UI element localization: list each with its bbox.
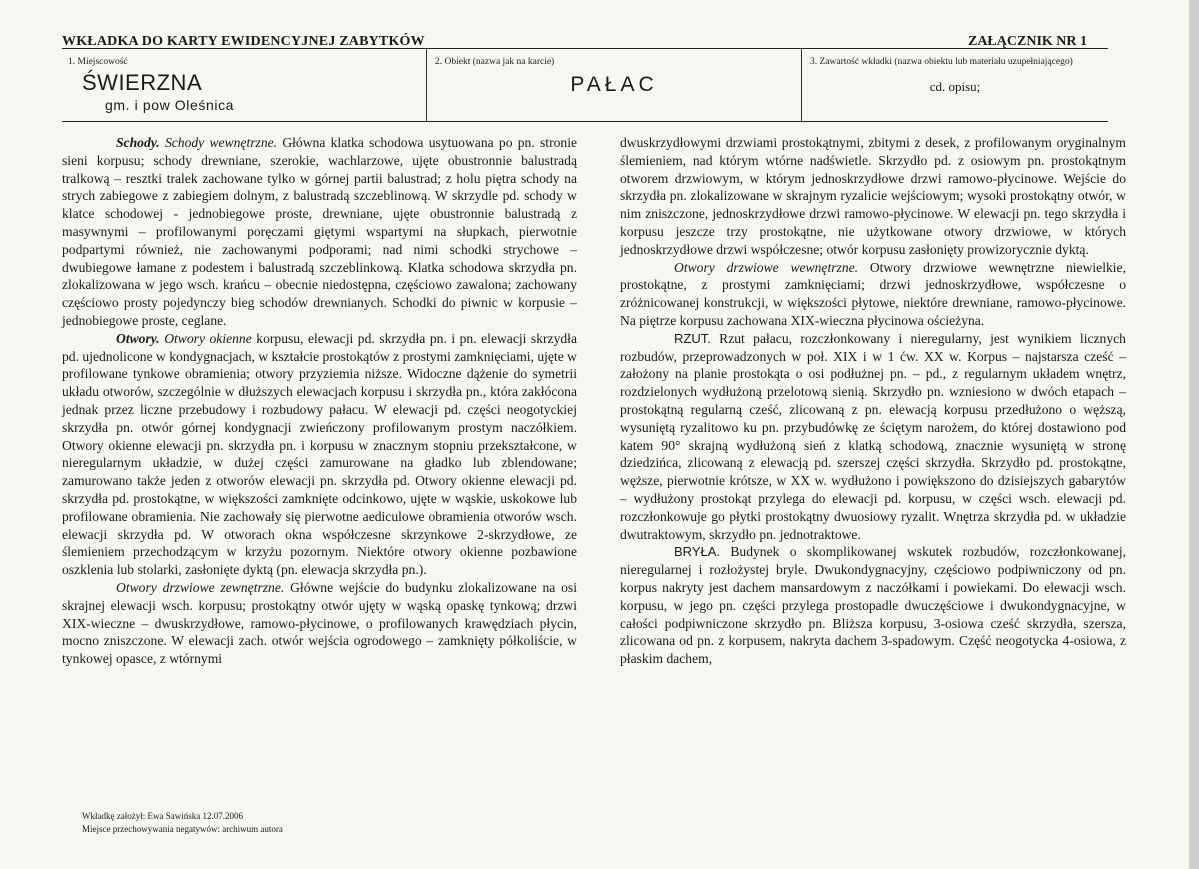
text-massing: Budynek o skomplikowanej wskutek rozbudów, rozczłonkowanej, nieregularnej i rozłożystej bryle. Dwukondygnacyjny, częściowo podpiwniczony od pn. korpus nakryty jest dachem mansardowym z naczółkami i powiekami. Do elewacji wsch. korpusu, w jego pn. części przylega prostopadle dwuczęściowe i dwukondygnacyjne, w całości podpiwniczone skrzydło pn. Bliższa korpusu, 3-osiowa cześć skrzydła, szersza, zlicowana od pn. z korpusem, nakryta dachem 3-spadowym. Część neogotycka 4-osiowa, z płaskim dachem, (620, 544, 1126, 667)
locality-subtext: gm. i pow Oleśnica (105, 97, 235, 113)
heading-massing: BRYŁA. (674, 544, 721, 560)
subheading-internal-doors: Otwory drzwiowe wewnętrzne. (674, 259, 859, 275)
attachment-number: ZAŁĄCZNIK NR 1 (967, 34, 1087, 49)
paragraph-doors-cont: dwuskrzydłowymi drzwiami prostokątnymi, zbitymi z desek, z profilowanym oryginalnym ślemieniem, nad którym wtórne nadświetle. Skrzydło pd. z osiowym pn. prostokątnym otworem drzwiowym, w którym jednoskrzydłowe drzwi ramowo-płycinowe. Wejście do skrzydła pn. zlokalizowane w skrajnym ryzalicie wejściowym; wysoki prostokątny otwór, w nim zniszczone, jednoskrzydłowe drzwi ramowo-płycinowe. W elewacji pn. tego skrzydła i korpusu jeszcze trzy prostokątne, nie użytkowane otwory drzwiowe, w których jednoskrzydłowe drzwi współczesne; otwór korpusu zasłonięty prowizorycznie dyktą. (620, 135, 1126, 257)
subheading-external-doors: Otwory drzwiowe zewnętrzne. (116, 579, 285, 595)
locality-label: 1. Miejscowość (68, 57, 128, 67)
text-plan: Rzut pałacu, rozczłonkowany i nieregularny, jest wynikiem licznych rozbudów, przeprowadzonych w poł. XIX i w 1 ćw. XX w. Korpus – najstarsza cześć – założony na planie prostokąta o osi podłużnej pn. – pd., z regularnym układem wnętrz, rozdzielonych wydłużoną przelotową sienią. Skrzydło pn. wzniesiono w dwóch etapach – prostokątną regularną cześć, zlicowaną z pn. elewacją korpusu przedłużono o węższą, wysuniętą ryzalitowo ku pn. przybudówkę ze ściętym narożem, do której dostawiono pod katem 90° skrajną wydłużoną sień z klatką schodową, znacznie wysuniętą w stronę dziedzińca, zlicowaną z elewacją pd. szerszej części skrzydła. Skrzydło pd. prostokątne, węższe, pierwotnie krótsze, w XX w. wydłużono i powiększono do dzisiejszych gabarytów – wydłużony prostokąt przylega do elewacji pd. korpusu, w części wsch. elewacji pd. rozczłonkowuje go płytki prostokątny dwuosiowy ryzalit. Wnętrza skrzydła pd. w układzie dwutraktowym, skrzydło pn. jednotraktowe. (620, 330, 1126, 542)
subheading-windows: Otwory okienne (164, 330, 252, 346)
text-internal-doors: Otwory drzwiowe wewnętrzne niewielkie, prostokątne, z prostymi zamknięciami; drzwi jednoskrzydłowe, współczesne o zróżnicowanej konstrukcji, w większości płytowe, niektóre drewniane, ramowo-płycinowe. Na piętrze korpusu zachowana XIX-wieczna płycinowa ościeżyna. (620, 259, 1126, 328)
left-column (62, 134, 577, 668)
heading-stairs: Schody. (116, 135, 160, 150)
paragraph-stairs (62, 134, 577, 330)
form-title: WKŁADKA DO KARTY EWIDENCYJNEJ ZABYTKÓW (62, 34, 425, 49)
text-stairs: Główna klatka schodowa usytuowana po pn. stronie sieni korpusu; schody drewniane, szerokie, wachlarzowe, ujęte obustronnie balustradą tralkową – resztki tralek zachowane tylko w górnej partii balustrad; z holu piętra schody na strych zabiegowe z zabiegiem dolnym, z balustradą szczeblinową. W skrzydle pd. schody w klatce schodowej - jednobiegowe proste, drewniane, ujęte obustronnie balustradą z masywnymi – profilowanymi poręczami giętymi wspartymi na słupkach, pierwotnie podpartymi również, nie zachowanymi podporami; nad nimi schodki strychowe – dwubiegowe łamane z podestem i balustradą szczeblinkową. Klatka schodowa skrzydła pn. zlokalizowana w jego wsch. krańcu – obecnie niedostępna, częściowo zawalona; zachowany częściowo prosty pojedynczy bieg schodów drewnianych. Schodki do piwnic w korpusie – jednobiegowe proste, ceglane. (62, 135, 577, 328)
locality-value: ŚWIERZNA (82, 70, 203, 95)
content-label: 3. Zawartość wkładki (nazwa obiektu lub materiału uzupełniającego) (810, 57, 1073, 67)
footer-author: Wkładkę założył: Ewa Sawińska 12.07.2006 (82, 811, 243, 821)
paragraph-massing (620, 543, 1126, 668)
text-external-doors: Główne wejście do budynku zlokalizowane na osi skrajnej elewacji wsch. korpusu; prostokątny otwór ujęty w wąską opaskę tynkową; drzwi XIX-wieczne – dwuskrzydłowe, ramowo-płycinowe, o profilowanych krawędziach płycin, mocno zniszczone. W elewacji zach. otwór wejścia ogrodowego – zamknięty półkoliście, w tynkowej opasce, z wtórnymi (62, 579, 577, 667)
text-windows: korpusu, elewacji pd. skrzydła pn. i pn. elewacji skrzydła pd. ujednolicone w kondygnacjach, w kształcie prostokątów z prostymi zamknięciami, ujęte w profilowane tynkowe obramienia; otwory przyziemia niższe. Widoczne dążenie do symetrii układu otworów, szczególnie w dłuższych elewacjach korpusu i skrzydła pn., która zakłócona jednak przez liczne przebudowy i rozbudowy pałacu. W elewacji pd. części neogotyckiej skrzydła pn. otwór górnej kondygnacji zwieńczony profilowanym prostym naczółkiem. Otwory okienne elewacji pn. skrzydła pn. i korpusu w znacznym stopniu przekształcone, w nieregularnym układzie, w dużej części zamurowane na gładko lub zblendowane; zamurowano także jeden z otworów elewacji pn. skrzydła pd. Otwory okienne elewacji pd. skrzydła pd. prostokątne, w większości zamknięte odcinkowo, ujęte w wąskie, uskokowe lub profilowane obramienia. Nie zachowały się pierwotne aediculowe obramienia otworów wsch. elewacji skrzydła pd. W otworach okna współczesne skrzynkowe 2-skrzydłowe, ze ślemieniem przechodzącym w krzyżu pozornym. Niektóre otwory okienne pozbawione oszklenia lub stolarki, zasłonięte dyktą (pn. elewacja skrzydła pn.). (62, 330, 577, 578)
locality-field (62, 49, 427, 121)
content-value: cd. opisu; (929, 79, 981, 94)
right-column (620, 134, 1126, 668)
object-value: PAŁAC (570, 73, 658, 96)
object-label: 2. Obiekt (nazwa jak na karcie) (435, 57, 555, 67)
scan-edge (1189, 0, 1199, 869)
paragraph-internal-doors (620, 259, 1126, 330)
content-field (802, 49, 1108, 121)
paragraph-openings (62, 330, 577, 579)
paragraph-external-doors (62, 579, 577, 668)
paragraph-plan (620, 330, 1126, 544)
heading-plan: RZUT. (674, 330, 711, 346)
heading-openings: Otwory. (116, 330, 160, 346)
object-field (427, 49, 802, 121)
subheading-stairs: Schody wewnętrzne. (164, 135, 278, 150)
footer-negatives: Miejsce przechowywania negatywów: archiwum autora (82, 824, 283, 834)
header-fields (62, 48, 1108, 122)
footer-notes (82, 810, 283, 836)
